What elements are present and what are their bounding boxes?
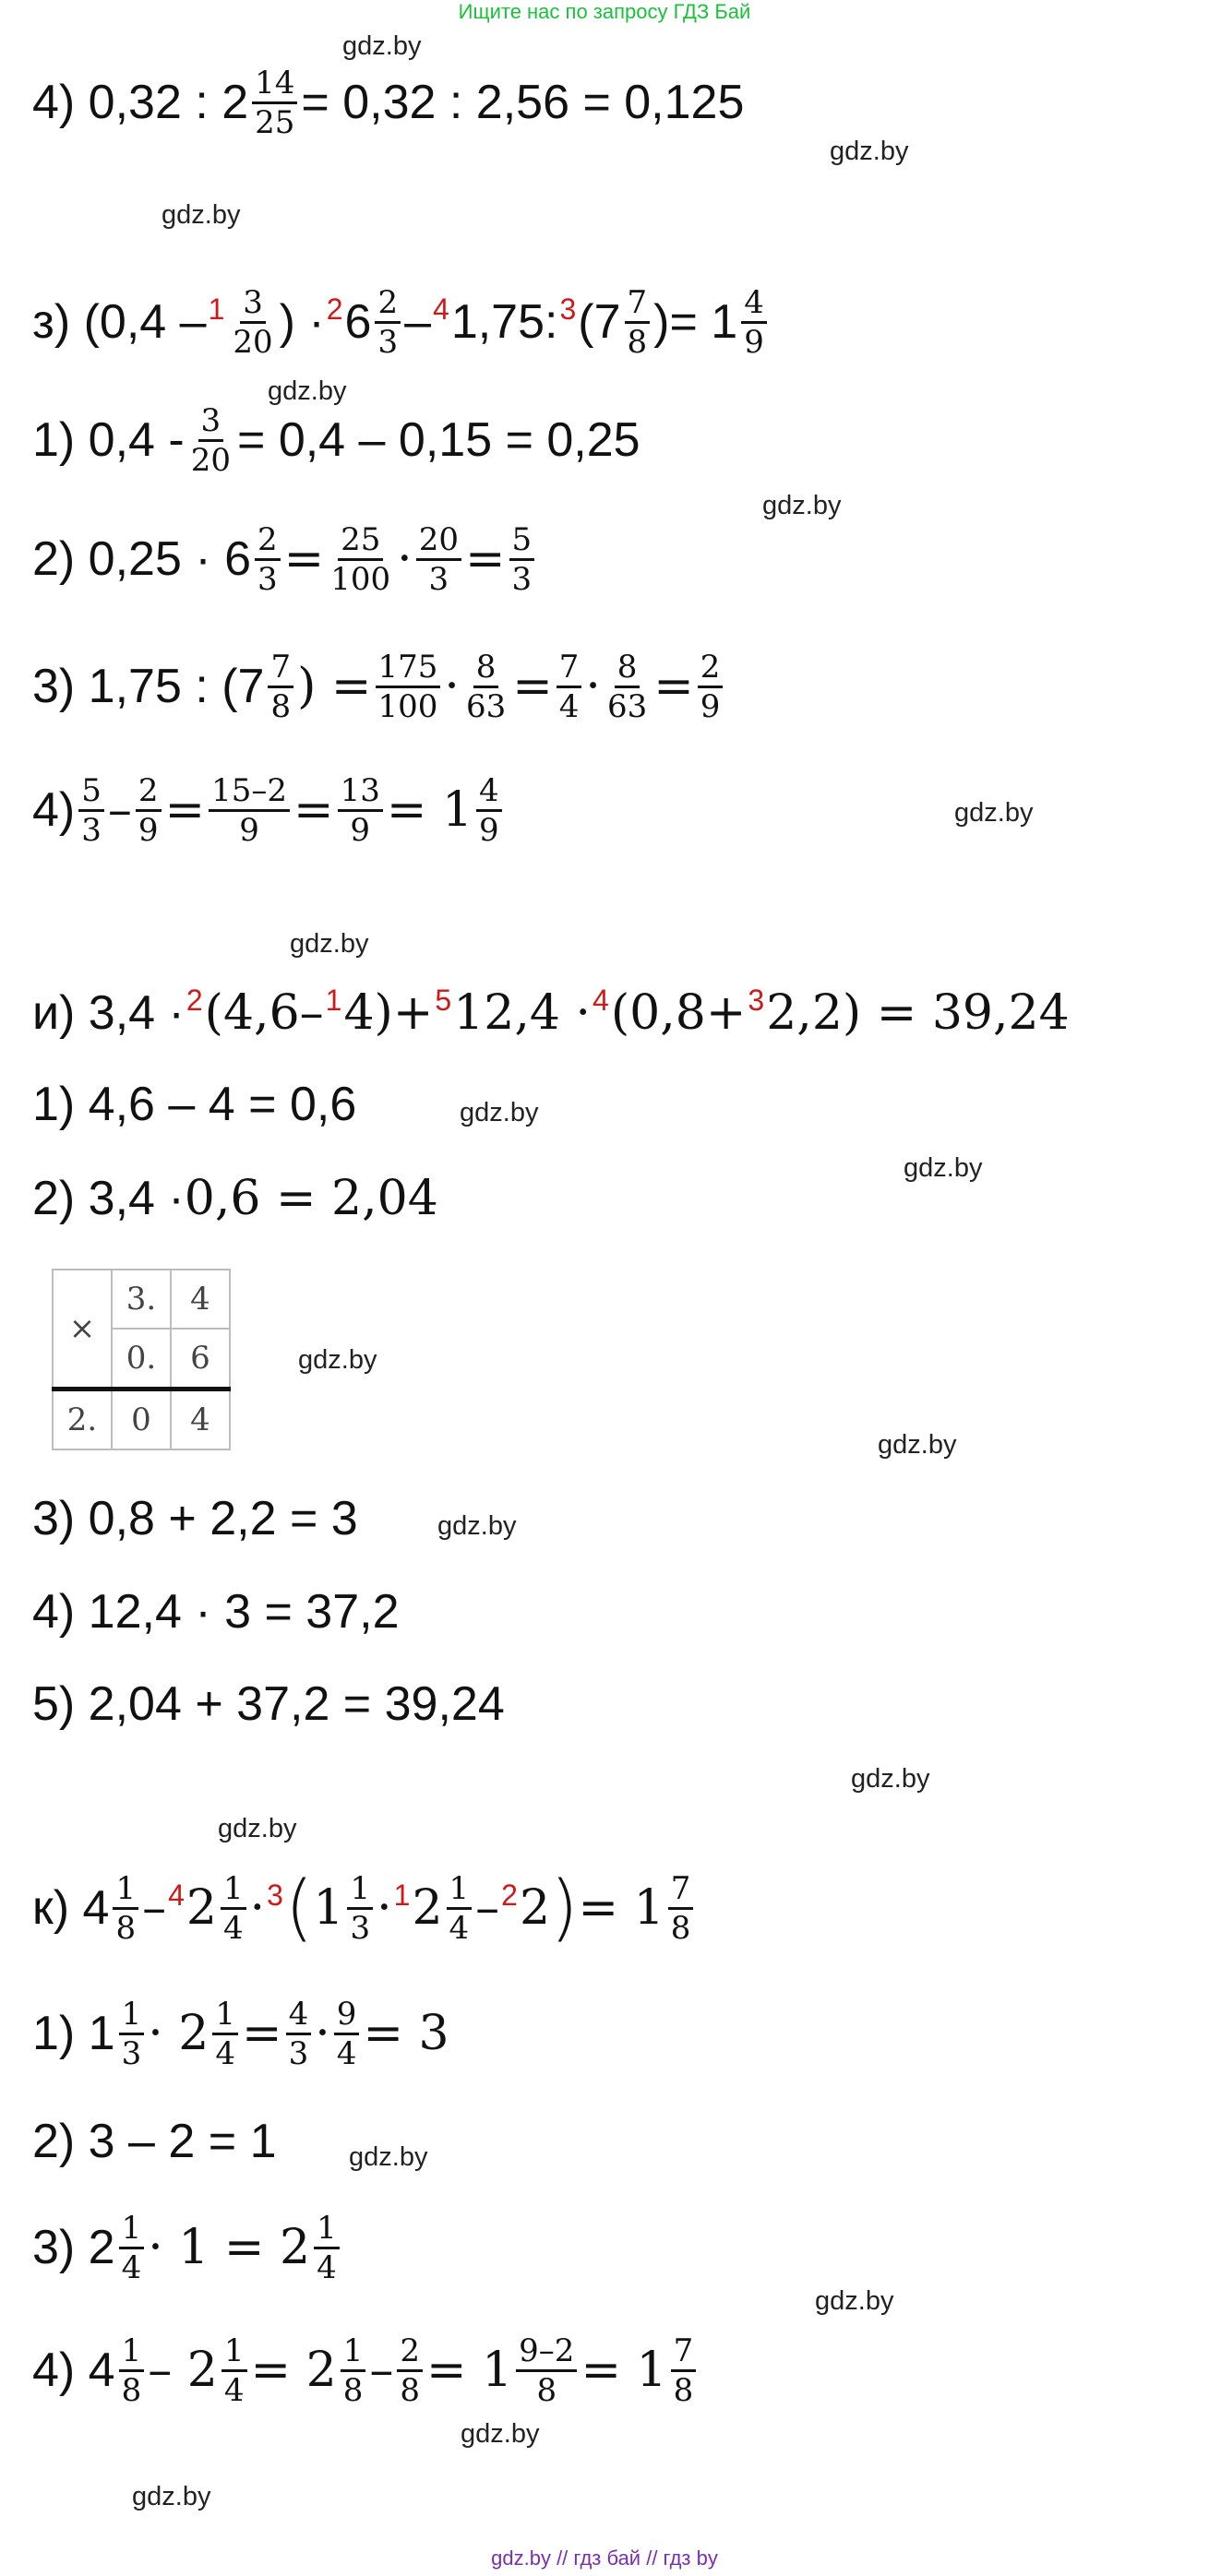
math-text: 4) 4 — [32, 2343, 115, 2397]
math-text: = 1 — [425, 2343, 513, 2398]
numerator: 1 — [221, 1873, 246, 1910]
fraction — [416, 520, 461, 598]
math-text: = — [242, 2006, 282, 2061]
order-number: 4 — [593, 984, 609, 1017]
footer-links[interactable]: gdz.by // гдз бай // гдз by — [491, 2546, 718, 2570]
denominator: 100 — [330, 560, 391, 598]
denominator: 3 — [377, 323, 399, 361]
math-text: – 2 — [148, 2343, 218, 2398]
denominator: 8 — [536, 2371, 557, 2409]
digit-cell: 3. — [112, 1270, 171, 1329]
math-text: 1) 1 — [32, 2007, 115, 2060]
fraction — [447, 1869, 473, 1947]
math-text: = 0,4 – 0,15 = 0,25 — [237, 413, 640, 467]
denominator: 9 — [350, 811, 371, 849]
math-text: – — [369, 2343, 394, 2398]
denominator: 4 — [336, 2034, 357, 2072]
math-text: – — [142, 1880, 167, 1936]
order-number: 2 — [326, 292, 343, 326]
denominator: 8 — [400, 2371, 420, 2409]
numerator: 2 — [136, 775, 162, 812]
digit-cell: 4 — [171, 1270, 230, 1329]
step-k-3 — [32, 2210, 343, 2285]
math-text: = 1 — [578, 1880, 664, 1936]
order-number: 2 — [186, 984, 203, 1017]
watermark: gdz.by — [349, 2142, 428, 2172]
denominator: 3 — [257, 560, 278, 598]
math-text: = — [653, 659, 694, 714]
denominator: 4 — [317, 2248, 337, 2286]
fraction — [268, 648, 293, 725]
fraction — [119, 2332, 145, 2409]
fraction — [625, 283, 651, 361]
denominator: 9 — [138, 811, 159, 849]
numerator: 7 — [625, 287, 651, 324]
step-z-1 — [32, 402, 640, 478]
numerator: 5 — [78, 775, 104, 812]
step-k-1 — [32, 1996, 449, 2071]
math-text: = 2 — [250, 2343, 337, 2398]
step-z-3 — [32, 649, 726, 724]
digit-cell: 6 — [171, 1329, 230, 1389]
numerator: 15–2 — [209, 775, 290, 812]
fraction — [341, 2332, 366, 2409]
fraction — [698, 648, 724, 725]
math-text: 12,4 · — [453, 985, 592, 1041]
denominator: 8 — [342, 2371, 364, 2409]
numerator: 5 — [509, 524, 535, 561]
math-text: = — [164, 782, 206, 838]
problem-k — [32, 1866, 697, 1950]
math-text: к) 4 — [32, 1881, 110, 1935]
denominator: 9 — [239, 811, 259, 849]
denominator: 8 — [627, 323, 648, 361]
watermark: gdz.by — [954, 798, 1034, 828]
math-text: 2) 0,25 · 6 — [32, 532, 252, 586]
numerator: 1 — [212, 1998, 238, 2035]
fraction — [671, 2332, 697, 2409]
math-text: 3) 1,75 : (7 — [32, 660, 265, 713]
math-text: · — [249, 1880, 266, 1936]
denominator: 8 — [673, 2371, 694, 2409]
math-text: (7 — [578, 295, 621, 349]
numerator: 4 — [741, 287, 767, 324]
digit-cell: 2. — [53, 1389, 112, 1450]
fraction — [375, 283, 401, 361]
digit-cell: 0. — [112, 1329, 171, 1389]
fraction — [119, 1995, 145, 2072]
step-i-2 — [32, 1161, 438, 1236]
fraction — [557, 648, 582, 725]
fraction — [119, 2209, 145, 2286]
math-text: – — [107, 782, 132, 838]
digit-cell: 4 — [171, 1389, 230, 1450]
math-text: = 1 — [386, 782, 473, 838]
math-text: и) 3,4 · — [32, 986, 185, 1040]
watermark: gdz.by — [290, 929, 369, 959]
watermark: gdz.by — [904, 1153, 983, 1183]
order-number: 2 — [501, 1878, 518, 1912]
math-text: ( — [284, 1866, 314, 1950]
watermark: gdz.by — [461, 2419, 540, 2449]
math-text: ) · — [279, 295, 325, 349]
watermark: gdz.by — [878, 1430, 957, 1460]
denominator: 8 — [121, 2371, 142, 2409]
watermark: gdz.by — [851, 1764, 930, 1794]
math-text: 4) — [32, 783, 76, 837]
fraction — [376, 648, 441, 725]
math-text: 3) 0,8 + 2,2 = 3 — [32, 1492, 358, 1545]
fraction — [314, 2209, 340, 2286]
fraction — [230, 283, 275, 361]
numerator: 4 — [286, 1998, 312, 2035]
denominator: 20 — [233, 323, 273, 361]
order-number: 4 — [433, 292, 449, 326]
math-text: = 1 — [581, 2343, 667, 2398]
denominator: 63 — [465, 687, 507, 725]
math-text: 6 — [344, 295, 372, 349]
times-sign: × — [53, 1270, 112, 1389]
math-text: = — [512, 659, 553, 714]
math-text: (0,8+ — [610, 985, 747, 1041]
math-text: · — [377, 1880, 392, 1936]
order-number: 4 — [168, 1878, 185, 1912]
fraction — [136, 771, 162, 849]
math-text: · — [315, 2006, 330, 2061]
math-text: 5) 2,04 + 37,2 = 39,24 — [32, 1677, 505, 1731]
math-text: · 1 = 2 — [148, 2220, 311, 2275]
watermark: gdz.by — [268, 376, 347, 406]
search-banner[interactable]: Ищите нас по запросу ГДЗ Бай — [458, 0, 751, 23]
math-text: – — [404, 295, 432, 349]
watermark: gdz.by — [132, 2482, 211, 2511]
math-text: 2 — [519, 1880, 551, 1936]
fraction — [221, 1869, 246, 1947]
step-z-2 — [32, 521, 538, 597]
denominator: 3 — [81, 811, 102, 849]
problem-i — [32, 975, 1070, 1051]
fraction — [78, 771, 104, 849]
math-text: · — [397, 531, 413, 587]
numerator: 7 — [268, 651, 293, 688]
denominator: 100 — [377, 687, 438, 725]
denominator: 9 — [479, 811, 499, 849]
fraction — [741, 283, 767, 361]
fraction — [212, 1995, 238, 2072]
numerator: 9 — [334, 1998, 360, 2035]
math-text: = 0,32 : 2,56 = 0,125 — [301, 76, 745, 129]
math-text: 2) 3,4 · — [32, 1172, 185, 1225]
numerator: 1 — [447, 1873, 473, 1910]
math-text: 0,6 = 2,04 — [184, 1171, 438, 1226]
math-text: з) (0,4 – — [32, 295, 207, 349]
fraction — [476, 771, 502, 849]
fraction — [209, 771, 290, 849]
fraction — [604, 648, 650, 725]
step-k-4 — [32, 2332, 700, 2408]
denominator: 63 — [606, 687, 648, 725]
denominator: 4 — [215, 2034, 236, 2072]
numerator: 8 — [615, 651, 640, 688]
numerator: 2 — [255, 524, 281, 561]
math-text: · — [585, 659, 601, 714]
fraction — [463, 648, 509, 725]
math-text: · 2 — [148, 2006, 209, 2061]
watermark: gdz.by — [342, 31, 422, 61]
denominator: 4 — [223, 2371, 245, 2409]
numerator: 1 — [113, 1873, 138, 1910]
math-text: 2) 3 – 2 = 1 — [32, 2115, 277, 2168]
watermark: gdz.by — [162, 200, 241, 230]
math-text: 4) 12,4 · 3 = 37,2 — [32, 1585, 400, 1639]
denominator: 4 — [558, 687, 580, 725]
denominator: 3 — [428, 560, 449, 598]
denominator: 3 — [121, 2034, 142, 2072]
fraction — [338, 771, 383, 849]
watermark: gdz.by — [218, 1814, 297, 1843]
numerator: 3 — [198, 405, 224, 442]
watermark: gdz.by — [830, 137, 909, 166]
numerator: 7 — [668, 1873, 694, 1910]
numerator: 2 — [375, 287, 401, 324]
fraction — [668, 1869, 694, 1947]
numerator: 1 — [119, 1998, 145, 2035]
numerator: 7 — [557, 651, 582, 688]
fraction — [188, 401, 233, 479]
fraction — [328, 520, 393, 598]
numerator: 1 — [314, 2212, 340, 2249]
step-z-4 — [32, 772, 506, 848]
fraction — [509, 520, 535, 598]
numerator: 7 — [671, 2335, 697, 2372]
order-number: 1 — [208, 292, 225, 326]
numerator: 20 — [416, 524, 461, 561]
denominator: 8 — [115, 1909, 137, 1947]
watermark: gdz.by — [298, 1345, 377, 1375]
numerator: 1 — [119, 2335, 145, 2372]
fraction — [334, 1995, 360, 2072]
numerator: 8 — [473, 651, 499, 688]
step-k-2 — [32, 2104, 277, 2179]
fraction — [516, 2332, 577, 2409]
math-text: 3) 2 — [32, 2221, 115, 2274]
watermark: gdz.by — [815, 2286, 894, 2316]
denominator: 25 — [255, 103, 295, 141]
math-text: (4,6– — [204, 985, 324, 1041]
numerator: 2 — [397, 2335, 423, 2372]
denominator: 9 — [744, 323, 764, 361]
denominator: 3 — [288, 2034, 309, 2072]
math-text: = — [293, 782, 334, 838]
order-number: 5 — [435, 984, 452, 1017]
fraction — [286, 1995, 312, 2072]
denominator: 8 — [270, 687, 292, 725]
math-text: = — [464, 531, 506, 587]
step-i-1 — [32, 1067, 356, 1142]
math-text: – — [475, 1880, 500, 1936]
denominator: 3 — [350, 1909, 371, 1947]
numerator: 1 — [119, 2212, 145, 2249]
step-0-4 — [32, 65, 744, 140]
math-text: = 3 — [363, 2006, 449, 2061]
math-text: 1,75: — [450, 295, 558, 349]
math-text: 2 — [186, 1880, 217, 1936]
step-i-3 — [32, 1481, 358, 1556]
numerator: 175 — [376, 651, 441, 688]
denominator: 3 — [511, 560, 533, 598]
denominator: 8 — [670, 1909, 691, 1947]
numerator: 4 — [476, 775, 502, 812]
denominator: 4 — [121, 2248, 142, 2286]
math-text: 2 — [412, 1880, 443, 1936]
fraction — [221, 2332, 247, 2409]
numerator: 1 — [347, 1873, 373, 1910]
step-i-4 — [32, 1574, 400, 1650]
fraction — [397, 2332, 423, 2409]
math-text: ) — [550, 1866, 579, 1950]
numerator: 1 — [221, 2335, 247, 2372]
problem-z — [32, 284, 771, 360]
math-text: ) = — [297, 659, 372, 714]
order-number: 3 — [748, 984, 765, 1017]
numerator: 13 — [338, 775, 383, 812]
numerator: 25 — [338, 524, 383, 561]
math-text: 4)+ — [343, 985, 434, 1041]
order-number: 3 — [267, 1878, 283, 1912]
math-text: = — [283, 531, 325, 587]
math-text: )= 1 — [653, 295, 738, 349]
math-text: 1) 4,6 – 4 = 0,6 — [32, 1078, 357, 1131]
denominator: 4 — [449, 1909, 470, 1947]
denominator: 9 — [700, 687, 721, 725]
denominator: 4 — [222, 1909, 244, 1947]
watermark: gdz.by — [437, 1511, 517, 1541]
fraction — [347, 1869, 373, 1947]
digit-cell: 0 — [112, 1389, 171, 1450]
numerator: 1 — [341, 2335, 366, 2372]
order-number: 1 — [393, 1878, 411, 1912]
math-text: 1 — [313, 1880, 344, 1936]
watermark: gdz.by — [460, 1098, 539, 1127]
math-text: · — [444, 659, 460, 714]
math-text: 2,2) = 39,24 — [766, 985, 1070, 1041]
fraction — [255, 520, 281, 598]
numerator: 3 — [240, 287, 266, 324]
math-text: 1) 0,4 - — [32, 413, 185, 467]
fraction — [113, 1869, 138, 1947]
numerator: 2 — [698, 651, 724, 688]
step-i-5 — [32, 1666, 505, 1742]
fraction — [252, 64, 297, 141]
denominator: 20 — [190, 441, 231, 479]
math-text: 4) 0,32 : 2 — [32, 76, 249, 129]
order-number: 3 — [559, 292, 577, 326]
numerator: 14 — [252, 67, 297, 104]
order-number: 1 — [325, 984, 342, 1017]
multiplication-table — [52, 1269, 231, 1450]
numerator: 9–2 — [516, 2335, 577, 2372]
watermark: gdz.by — [762, 491, 842, 520]
